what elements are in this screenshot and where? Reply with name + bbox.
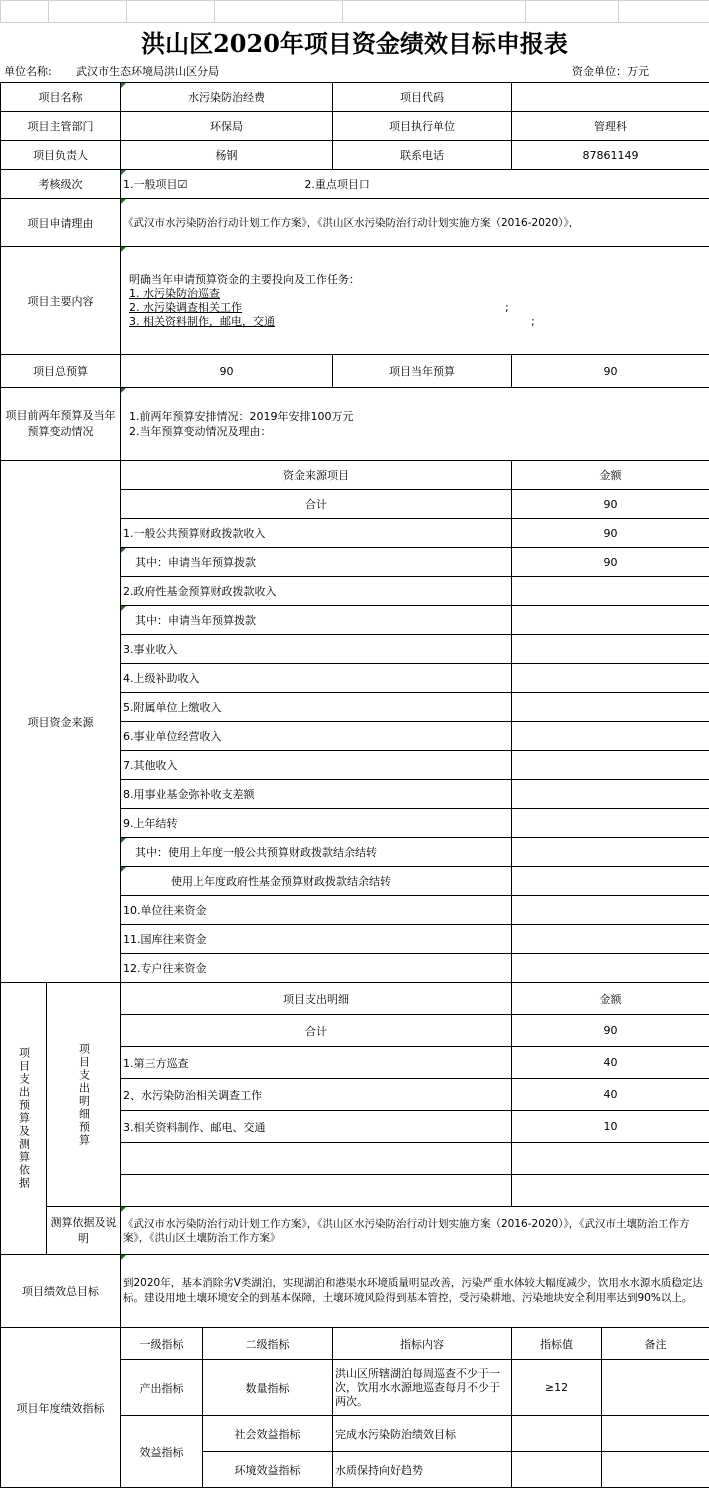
overall-goal-label: 项目绩效总目标 — [1, 1255, 121, 1328]
annual-head-value: 指标值 — [512, 1328, 602, 1360]
page-title: 洪山区2020年项目资金绩效目标申报表 — [141, 29, 568, 58]
total-budget-value[interactable]: 90 — [121, 355, 333, 388]
source-row-amount[interactable]: 90 — [512, 490, 709, 519]
expense-outer-label — [1, 983, 47, 1255]
expense-outer-label-text: 项目支出预算及测算依据 — [17, 1047, 31, 1190]
source-row-amount[interactable] — [512, 664, 709, 693]
source-row-label: 合计 — [121, 490, 512, 519]
year-budget-value[interactable]: 90 — [512, 355, 709, 388]
social-remark[interactable] — [602, 1416, 709, 1452]
source-row-label: 8.用事业基金弥补收支差额 — [121, 780, 512, 809]
funding-source-label: 项目资金来源 — [1, 461, 121, 983]
benefit-l1: 效益指标 — [121, 1416, 203, 1488]
expense-head-amount: 金额 — [512, 983, 709, 1015]
annual-head-content: 指标内容 — [333, 1328, 512, 1360]
project-name-value[interactable]: 水污染防治经费 — [121, 83, 333, 112]
source-row-amount[interactable]: 90 — [512, 548, 709, 577]
basis-label: 测算依据及说明 — [47, 1207, 121, 1255]
reason-value[interactable]: 《武汉市水污染防治行动计划工作方案》，《洪山区水污染防治行动计划实施方案（2016-2020）》， — [121, 199, 709, 247]
level-option-general[interactable]: 1.一般项目☑ — [123, 178, 188, 191]
expense-row-amount[interactable]: 10 — [512, 1111, 709, 1143]
project-code-label: 项目代码 — [333, 83, 512, 112]
source-head-amount: 金额 — [512, 461, 709, 490]
content-value[interactable] — [121, 247, 709, 355]
social-value[interactable] — [512, 1416, 602, 1452]
source-row-label: 5.附属单位上缴收入 — [121, 693, 512, 722]
source-row-label: 12.专户往来资金 — [121, 954, 512, 983]
content-item-2: 2. 水污染调查相关工作 — [129, 300, 242, 314]
budget-change-line-2: 2.当年预算变动情况及理由： — [129, 425, 272, 438]
source-row-label: 使用上年度政府性基金预算财政拨款结余结转 — [121, 867, 512, 896]
dept-label: 项目主管部门 — [1, 112, 121, 141]
expense-inner-label — [47, 983, 121, 1207]
source-row-amount[interactable] — [512, 809, 709, 838]
source-row-label: 1.一般公共预算财政拨款收入 — [121, 519, 512, 548]
source-head-item: 资金来源项目 — [121, 461, 512, 490]
content-label: 项目主要内容 — [1, 247, 121, 355]
expense-row-label — [121, 1143, 512, 1175]
social-content[interactable]: 完成水污染防治绩效目标 — [333, 1416, 512, 1452]
level-options[interactable] — [121, 170, 709, 199]
output-content[interactable]: 洪山区所辖湖泊每周巡查不少于一次，饮用水水源地巡查每月不少于两次。 — [333, 1360, 512, 1416]
source-row-amount[interactable] — [512, 896, 709, 925]
expense-row-label: 3.相关资料制作、邮电、交通 — [121, 1111, 512, 1143]
unit-name-label: 单位名称: — [4, 65, 52, 78]
output-value[interactable]: ≥12 — [512, 1360, 602, 1416]
output-remark[interactable] — [602, 1360, 709, 1416]
output-l2: 数量指标 — [203, 1360, 333, 1416]
leader-label: 项目负责人 — [1, 141, 121, 170]
content-item-3: 3. 相关资料制作，邮电，交通 — [129, 314, 275, 328]
expense-row-amount[interactable]: 90 — [512, 1015, 709, 1047]
source-row-amount[interactable]: 90 — [512, 519, 709, 548]
source-row-label: 其中：使用上年度一般公共预算财政拨款结余结转 — [121, 838, 512, 867]
source-row-label: 4.上级补助收入 — [121, 664, 512, 693]
leader-value[interactable]: 杨钢 — [121, 141, 333, 170]
money-unit: 资金单位：万元 — [572, 65, 649, 78]
source-row-amount[interactable] — [512, 577, 709, 606]
level-label: 考核级次 — [1, 170, 121, 199]
dept-value[interactable]: 环保局 — [121, 112, 333, 141]
source-row-amount[interactable] — [512, 751, 709, 780]
semicolon: ; — [505, 300, 509, 314]
project-code-value[interactable] — [512, 83, 709, 112]
expense-head-item: 项目支出明细 — [121, 983, 512, 1015]
budget-change-value[interactable] — [121, 388, 709, 461]
source-row-label: 其中：申请当年预算拨款 — [121, 548, 512, 577]
total-budget-label: 项目总预算 — [1, 355, 121, 388]
source-row-amount[interactable] — [512, 635, 709, 664]
social-l2: 社会效益指标 — [203, 1416, 333, 1452]
source-row-amount[interactable] — [512, 780, 709, 809]
env-remark[interactable] — [602, 1452, 709, 1488]
unit-name-value: 武汉市生态环境局洪山区分局 — [76, 65, 219, 78]
expense-row-amount[interactable] — [512, 1143, 709, 1175]
expense-row-label: 合计 — [121, 1015, 512, 1047]
project-name-label: 项目名称 — [1, 83, 121, 112]
annual-head-remark: 备注 — [602, 1328, 709, 1360]
source-row-label: 11.国库往来资金 — [121, 925, 512, 954]
phone-value[interactable]: 87861149 — [512, 141, 709, 170]
exec-unit-value[interactable]: 管理科 — [512, 112, 709, 141]
source-row-amount[interactable] — [512, 693, 709, 722]
source-row-label: 10.单位往来资金 — [121, 896, 512, 925]
annual-head-l1: 一级指标 — [121, 1328, 203, 1360]
year-budget-label: 项目当年预算 — [333, 355, 512, 388]
basis-value[interactable]: 《武汉市水污染防治行动计划工作方案》，《洪山区水污染防治行动计划实施方案（2016-2020）》，《武汉市土壤防治工作方案》，《洪山区土壤防治工作方案》 — [121, 1207, 709, 1255]
source-row-label: 其中：申请当年预算拨款 — [121, 606, 512, 635]
reason-label: 项目申请理由 — [1, 199, 121, 247]
overall-goal-value[interactable]: 到2020年，基本消除劣V类湖泊，实现湖泊和港渠水环境质量明显改善，污染严重水体较大幅度减少，饮用水水源水质稳定达标。建设用地土壤环境安全的到基本保障，土壤环境风险得到基本管控，受污染耕地、污染地块安全利用率达到90%以上。 — [121, 1255, 709, 1328]
output-l1: 产出指标 — [121, 1360, 203, 1416]
source-row-amount[interactable] — [512, 722, 709, 751]
source-row-amount[interactable] — [512, 606, 709, 635]
source-row-label: 2.政府性基金预算财政拨款收入 — [121, 577, 512, 606]
exec-unit-label: 项目执行单位 — [333, 112, 512, 141]
expense-row-label: 1.第三方巡查 — [121, 1047, 512, 1079]
annual-indicators-label: 项目年度绩效指标 — [1, 1328, 121, 1488]
source-row-amount[interactable] — [512, 867, 709, 896]
annual-head-l2: 二级指标 — [203, 1328, 333, 1360]
source-row-label: 7.其他收入 — [121, 751, 512, 780]
budget-change-line-1: 1.前两年预算安排情况：2019年安排100万元 — [129, 410, 354, 423]
budget-change-label: 项目前两年预算及当年预算变动情况 — [1, 388, 121, 461]
env-l2: 环境效益指标 — [203, 1452, 333, 1488]
source-row-amount[interactable] — [512, 954, 709, 983]
expense-inner-label-text: 项目支出明细预算 — [77, 1042, 91, 1147]
sheet-grid-top — [0, 0, 709, 23]
level-option-key[interactable]: 2.重点项目口 — [304, 178, 370, 191]
source-row-label: 3.事业收入 — [121, 635, 512, 664]
content-item-1: 1. 水污染防治巡查 — [129, 286, 220, 300]
expense-row-amount[interactable]: 40 — [512, 1047, 709, 1079]
source-row-amount[interactable] — [512, 925, 709, 954]
source-row-label: 6.事业单位经营收入 — [121, 722, 512, 751]
expense-row-label: 2、水污染防治相关调查工作 — [121, 1079, 512, 1111]
phone-label: 联系电话 — [333, 141, 512, 170]
semicolon: ; — [531, 314, 535, 328]
source-row-label: 9.上年结转 — [121, 809, 512, 838]
content-intro: 明确当年申请预算资金的主要投向及工作任务： — [129, 272, 360, 286]
env-content[interactable]: 水质保持向好趋势 — [333, 1452, 512, 1488]
application-form-table — [0, 82, 709, 1488]
expense-row-amount[interactable]: 40 — [512, 1079, 709, 1111]
source-row-amount[interactable] — [512, 838, 709, 867]
env-value[interactable] — [512, 1452, 602, 1488]
expense-row-amount[interactable] — [512, 1175, 709, 1207]
expense-row-label — [121, 1175, 512, 1207]
